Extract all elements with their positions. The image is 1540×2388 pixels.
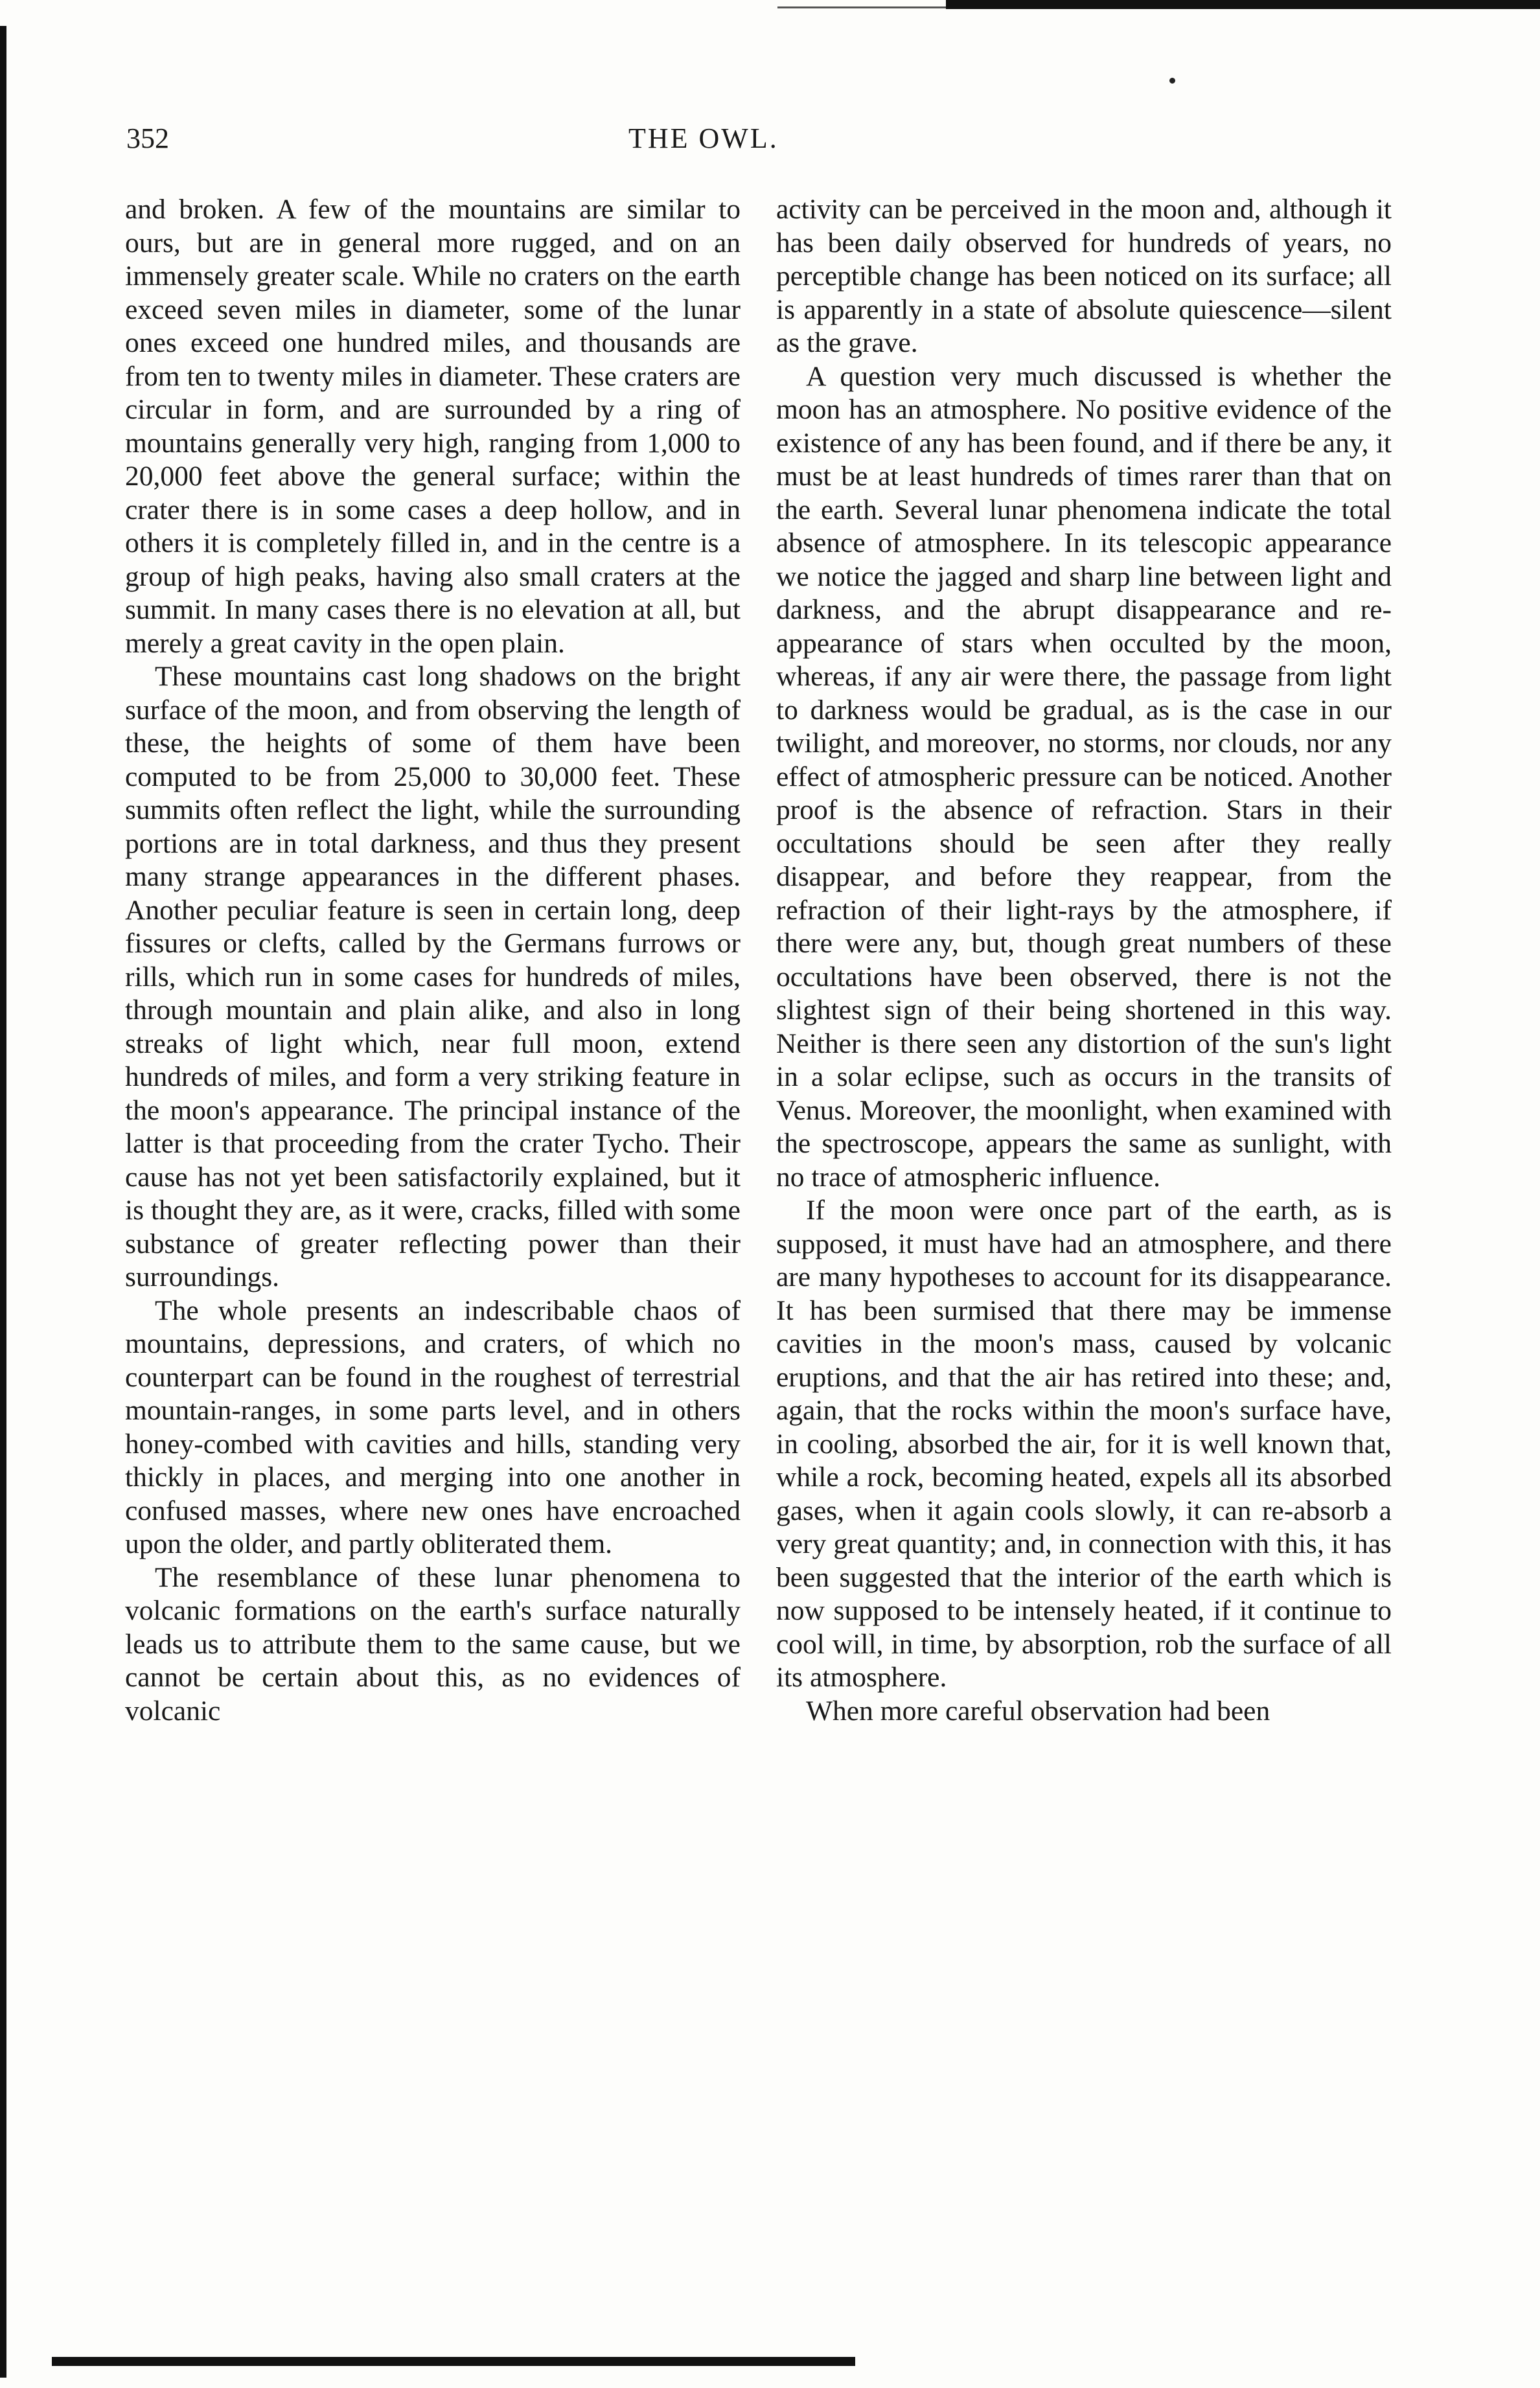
paragraph: A question very much discussed is whether the moon has an atmosphere. No positive evidence of the existence of any has been found, and if there be any, it must be at least hundreds of times rarer than that on the earth. Several lunar phenomena indicate the total absence of atmosphere. In its telescopic appearance we notice the jagged and sharp line between light and darkness, and the abrupt disappearance and re-appearance of stars when occulted by the moon, whereas, if any air were there, the passage from light to darkness would be gradual, as is the case in our twilight, and moreover, no storms, nor clouds, nor any effect of atmospheric pressure can be noticed. Another proof is the absence of refraction. Stars in their occultations should be seen after they really disappear, and before they reappear, from the refraction of their light-rays by the atmosphere, if there were any, but, though great numbers of these occultations have been observed, there is not the slightest sign of their being shortened in this way. Neither is there seen any distortion of the sun's light in a solar eclipse, such as occurs in the transits of Venus. Moreover, the moonlight, when examined with the spectroscope, appears the same as sunlight, with no trace of atmospheric influence. — [776, 360, 1392, 1193]
ink-dot — [1169, 78, 1175, 84]
paragraph: The resemblance of these lunar phenomena to volcanic formations on the earth's surface naturally leads us to attribute them to the same cause, but we cannot be certain about this, as no evidences of volcanic — [125, 1561, 741, 1727]
top-rule — [946, 0, 1540, 9]
left-column — [125, 193, 741, 1728]
top-rule-thin — [777, 6, 946, 8]
paragraph: and broken. A few of the mountains are similar to ours, but are in general more rugged, and on an immensely greater scale. While no craters on the earth exceed seven miles in diameter, some of the lunar ones exceed one hundred miles, and thousands are from ten to twenty miles in diameter. These craters are circular in form, and are surrounded by a ring of mountains generally very high, ranging from 1,000 to 20,000 feet above the general surface; within the crater there is in some cases a deep hollow, and in others it is completely filled in, and in the centre is a group of high peaks, having also small craters at the summit. In many cases there is no elevation at all, but merely a great cavity in the open plain. — [125, 194, 741, 659]
running-head: THE OWL. — [628, 122, 779, 154]
paragraph: When more careful observation had been — [806, 1695, 1270, 1727]
bottom-rule — [52, 2357, 855, 2366]
paragraph: activity can be perceived in the moon and, although it has been daily observed for hundreds of years, no perceptible change has been noticed on its surface; all is apparently in a state of absolute quiescence—silent as the grave. — [776, 194, 1392, 358]
page-number: 352 — [126, 122, 169, 154]
right-column — [776, 193, 1392, 1728]
paragraph: These mountains cast long shadows on the bright surface of the moon, and from observing the length of these, the heights of some of them have been computed to be from 25,000 to 30,000 feet. These summits often reflect the light, while the surrounding portions are in total darkness, and thus they present many strange appearances in the different phases. Another peculiar feature is seen in certain long, deep fissures or clefts, called by the Germans furrows or rills, which run in some cases for hundreds of miles, through mountain and plain alike, and also in long streaks of light which, near full moon, extend hundreds of miles, and form a very striking feature in the moon's appearance. The principal instance of the latter is that proceeding from the crater Tycho. Their cause has not yet been satisfactorily explained, but it is thought they are, as it were, cracks, filled with some substance of greater reflecting power than their surroundings. — [125, 661, 741, 1292]
binding-edge — [0, 26, 6, 2378]
paragraph: If the moon were once part of the earth, as is supposed, it must have had an atmosphere, and there are many hypotheses to account for its disappearance. It has been surmised that there may be immense cavities in the moon's mass, caused by volcanic eruptions, and that the air has retired into these; and, again, that the rocks within the moon's surface have, in cooling, absorbed the air, for it is well known that, while a rock, becoming heated, expels all its absorbed gases, when it again cools slowly, it can re-absorb a very great quantity; and, in connection with this, it has been suggested that the interior of the earth which is now supposed to be intensely heated, if it continue to cool will, in time, by absorption, rob the surface of all its atmosphere. — [776, 1195, 1392, 1693]
paragraph: The whole presents an indescribable chaos of mountains, depressions, and craters, of which no counterpart can be found in the roughest of terrestrial mountain-ranges, in some parts level, and in others honey-combed with cavities and hills, standing very thickly in places, and merging into one another in confused masses, where new ones have encroached upon the older, and partly obliterated them. — [125, 1294, 741, 1559]
